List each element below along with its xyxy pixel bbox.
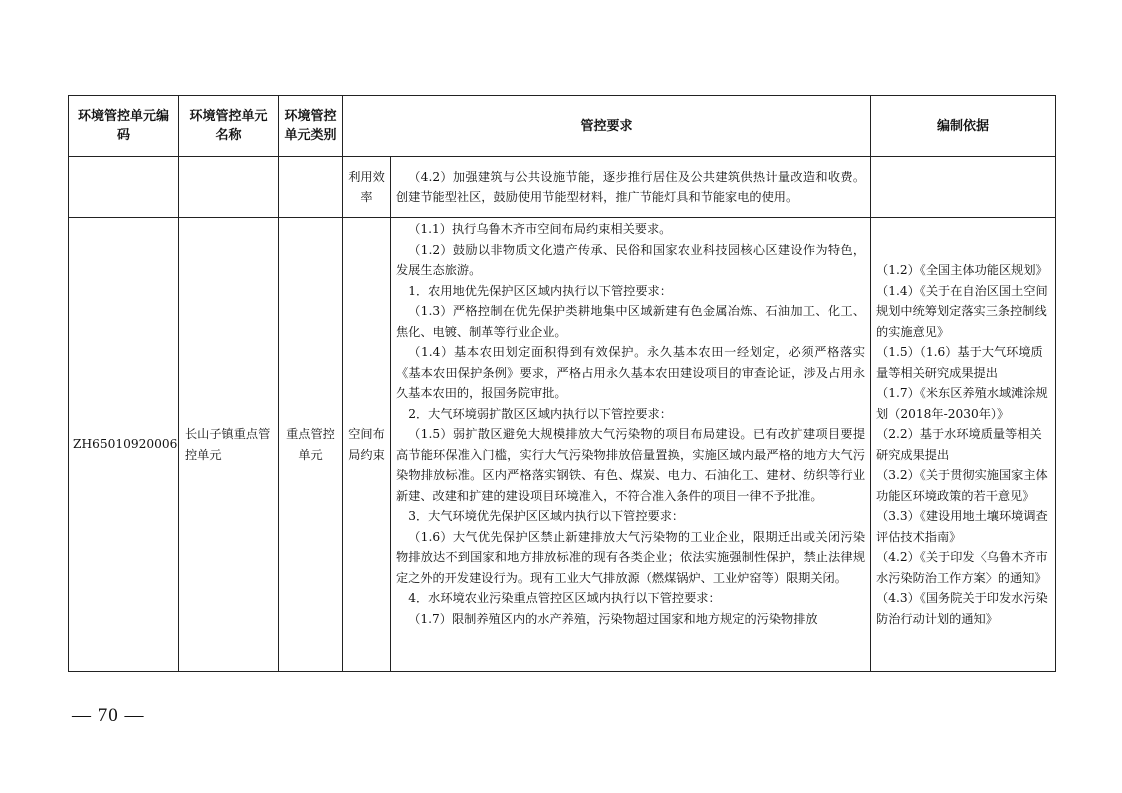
unit-name-cell: 长山子镇重点管控单元	[179, 218, 279, 672]
requirement-line: （1.7）限制养殖区内的水产养殖，污染物超过国家和地方规定的污染物排放	[408, 611, 818, 626]
basis-cell	[871, 218, 1056, 672]
cell-empty	[69, 157, 179, 218]
requirement-line: （1.6）大气优先保护区禁止新建排放大气污染物的工业企业，限期迁出或关闭污染物排放达不到国家和地方排放标准的现有各类企业；依法实施强制性保护，禁止法律规定之外的开发建设行为。现有工业大气排放源（燃煤锅炉、工业炉窑等）限期关闭。	[396, 529, 866, 585]
header-unit-name: 环境管控单元名称	[179, 96, 279, 157]
sub-category-cell: 利用效率	[343, 157, 391, 218]
requirement-line: 3．大气环境优先保护区区域内执行以下管控要求：	[408, 509, 685, 523]
requirement-line: 1．农用地优先保护区区域内执行以下管控要求：	[408, 283, 672, 298]
basis-line: （1.5）（1.6）基于大气环境质量等相关研究成果提出	[876, 345, 1043, 380]
requirements-cell	[391, 157, 871, 218]
table-row	[69, 218, 1056, 672]
requirements-cell	[391, 218, 871, 672]
unit-code-cell: ZH65010920006	[69, 218, 179, 672]
basis-line: （2.2）基于水环境质量等相关研究成果提出	[876, 427, 1042, 462]
sub-category-cell: 空间布局约束	[343, 218, 391, 672]
unit-category-cell: 重点管控单元	[279, 218, 343, 672]
table-header-row	[69, 96, 1056, 157]
requirement-line: 4．水环境农业污染重点管控区区域内执行以下管控要求：	[408, 591, 721, 605]
requirement-line: （1.5）弱扩散区避免大规模排放大气污染物的项目布局建设。已有改扩建项目要提高节能环保准入门槛，实行大气污染物排放倍量置换，实施区域内最严格的地方大气污染物排放标准。区内严格落实钢铁、有色、煤炭、电力、石油化工、建材、纺织等行业新建、改建和扩建的建设项目环境准入，不符合准入条件的项目一律不予批准。	[396, 427, 866, 503]
header-unit-category: 环境管控单元类别	[279, 96, 343, 157]
basis-line: （1.2）《全国主体功能区规划》	[876, 263, 1048, 277]
requirement-line: （1.2）鼓励以非物质文化遗产传承、民俗和国家农业科技园核心区建设作为特色，发展生态旅游。	[396, 242, 866, 277]
requirement-line: （1.1）执行乌鲁木齐市空间布局约束相关要求。	[408, 222, 672, 236]
cell-empty	[871, 157, 1056, 218]
requirement-line: （4.2）加强建筑与公共设施节能，逐步推行居住及公共建筑供热计量改造和收费。创建节能型社区，鼓励使用节能型材料，推广节能灯具和节能家电的使用。	[396, 169, 866, 204]
requirement-line: （1.3）严格控制在优先保护类耕地集中区域新建有色金属冶炼、石油加工、化工、焦化、电镀、制革等行业企业。	[396, 304, 866, 339]
cell-empty	[279, 157, 343, 218]
basis-line: （4.3）《国务院关于印发水污染防治行动计划的通知》	[876, 591, 1048, 626]
header-unit-code: 环境管控单元编码	[69, 96, 179, 157]
table-row	[69, 157, 1056, 218]
requirement-line: 2．大气环境弱扩散区区域内执行以下管控要求：	[408, 406, 672, 421]
basis-line: （1.7）《米东区养殖水域滩涂规划（2018年-2030年）》	[876, 386, 1048, 421]
header-basis: 编制依据	[871, 96, 1056, 157]
header-requirements: 管控要求	[343, 96, 871, 157]
cell-empty	[179, 157, 279, 218]
basis-line: （3.3）《建设用地土壤环境调查评估技术指南》	[876, 509, 1048, 544]
basis-line: （1.4）《关于在自治区国土空间规划中统筹划定落实三条控制线的实施意见》	[876, 283, 1048, 339]
basis-line: （4.2）《关于印发〈乌鲁木齐市水污染防治工作方案〉的通知》	[876, 550, 1048, 585]
page-number: — 70 —	[72, 705, 145, 726]
basis-line: （3.2）《关于贯彻实施国家主体功能区环境政策的若干意见》	[876, 468, 1048, 503]
control-requirements-table	[68, 95, 1056, 672]
requirement-line: （1.4）基本农田划定面积得到有效保护。永久基本农田一经划定，必须严格落实《基本农田保护条例》要求，严格占用永久基本农田建设项目的审查论证，涉及占用永久基本农田的，报国务院审批。	[396, 345, 866, 400]
